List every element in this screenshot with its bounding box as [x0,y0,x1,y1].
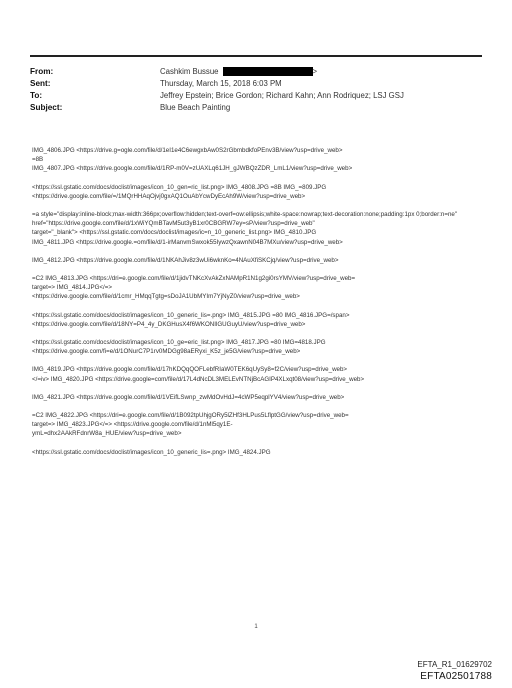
header-rule [30,55,482,57]
from-row [30,66,482,77]
body-paragraph: IMG_4812.JPG <https://drive.google.com/file/d/1NKAhJiv8z3wUi6wknKo=4NAuXfiSKCjq/view?usp=drive_web> [32,256,339,264]
from-label: From: [30,67,54,76]
from-name: Cashkim Bussue [160,67,219,76]
sent-value: Thursday, March 15, 2018 6:03 PM [160,79,282,88]
to-label: To: [30,91,43,100]
bates-number-large: EFTA02501788 [420,671,492,682]
body-paragraph: IMG_4819.JPG <https://drive.google.com/file/d/17hKDQqQOFLebfRIaW0TEK6qUySy8=f2C/view?usp=drive_web> </=iv> IMG_4820.JPG <https://drive.google=com/file/d/17L4dNcDL3MELEvNTNjBcAGIP4XLxqt08/view?usp=drive_web> [32,366,365,383]
email-body [32,146,484,466]
from-suffix: > [312,67,318,76]
body-paragraph: <https://ssl.gstatic.com/docs/doclist/images/icon_10_gen=ric_list.png> IMG_4808.JPG =8B IMG_=809.JPG <https://drive.google.com/file/=/1MQrHHAqOjvj0gxAQ1OuAbYcwDyEcAh9W/view?usp=drive_web> [32,183,327,200]
redaction-box [223,67,313,76]
page-number: 1 [254,624,258,630]
body-paragraph: <https://ssl.gstatic.com/docs/doclist/images/icon_10_ge=eric_list.png> IMG_4817.JPG =80 IMG=4818.JPG <https://drive.google.com/fi=e/d/1ONurC7P1rv0MDGg98aERyxi_K5z_je5G/view?usp=drive_web> [32,339,326,356]
body-paragraph: <https://ssl.gstatic.com/docs/doclist/images/icon_10_generic_lis=.png> IMG_4815.JPG =80 IMG_4816.JPG=/span> <https://drive.google.com/file/d/18NY=P4_4y_DKGHusX4f6WKONIlGUGuyU/view?usp=drive_web> [32,311,350,328]
body-paragraph: =C2 IMG_4813.JPG <https://dri=e.google.com/file/d/1jidvTNKcXvAkZxNAMpR1N1g2gi0rsYMV/view?usp=drive_web= target=> IMG_4814.JPG</=> <https://drive.google.com/file/d/1cmr_HMqqTgtg=sDoJA1UbMYIm7YjNyZ0/view?usp=drive_web> [32,275,356,301]
sent-row [30,78,482,89]
body-paragraph: <https://ssl.gstatic.com/docs/doclist/images/icon_10_generic_lis=.png> IMG_4824.JPG [32,448,271,456]
subject-label: Subject: [30,103,63,112]
sent-label: Sent: [30,79,51,88]
bates-number-small: EFTA_R1_01629702 [417,660,492,669]
from-value [160,66,317,77]
body-paragraph: =C2 IMG_4822.JPG <https://dri=e.google.com/file/d/1B092tpUhjgORy5lZHf3HLPus5LflptGG/view?usp=drive_web= target=> IMG_4823.JPG</=> <https://drive.google.com/file/d/1nMl5qy1E- ymL=dhx2AAkRFdnrW8a_HUE/view?usp=drive_web> [32,412,349,438]
body-paragraph: =a style="display:inline-block;max-width:366px;overflow:hidden;text-overf=ow:ellipsis;white-space:nowrap;text-decoration:none;padding:1px 0;border:n=ne" href="https://drive.google.com/file/d/1xWiYQmBTavM5ut3yB1xr0CBGRW7ey=sP/view?usp=drive_web" target="_blank"> <https://ssl.gstatic.com/docs/doclist/images/ic=n_10_generic_list.png> IMG_4810.JPG IMG_4811.JPG <https://drive.google.=om/file/d/1-irManvmSwxok55IywzQxawnN04B7MXu/view?usp=drive_web> [32,211,458,246]
subject-value: Blue Beach Painting [160,103,231,112]
email-header [30,66,482,114]
to-value: Jeffrey Epstein; Brice Gordon; Richard Kahn; Ann Rodriquez; LSJ GSJ [160,91,404,100]
to-row [30,90,482,101]
subject-row [30,102,482,113]
body-paragraph: IMG_4821.JPG <https://drive.google.com/file/d/1VEifLSwnp_zwMdOvHdJ=4cWP5eqplYV4/view?usp=drive_web> [32,393,345,401]
body-paragraph: IMG_4806.JPG <https://drive.g=ogle.com/file/d/1eI1e4C6ewgxbAw0S2rGbmbdkfoPEnv3B/view?usp=drive_web> =8B IMG_4807.JPG <https://drive.google.com/file/d/1RP-m0V=zUAXLq61JH_gJWBQzZDR_LmL1/view?usp=drive_web> [32,147,353,173]
